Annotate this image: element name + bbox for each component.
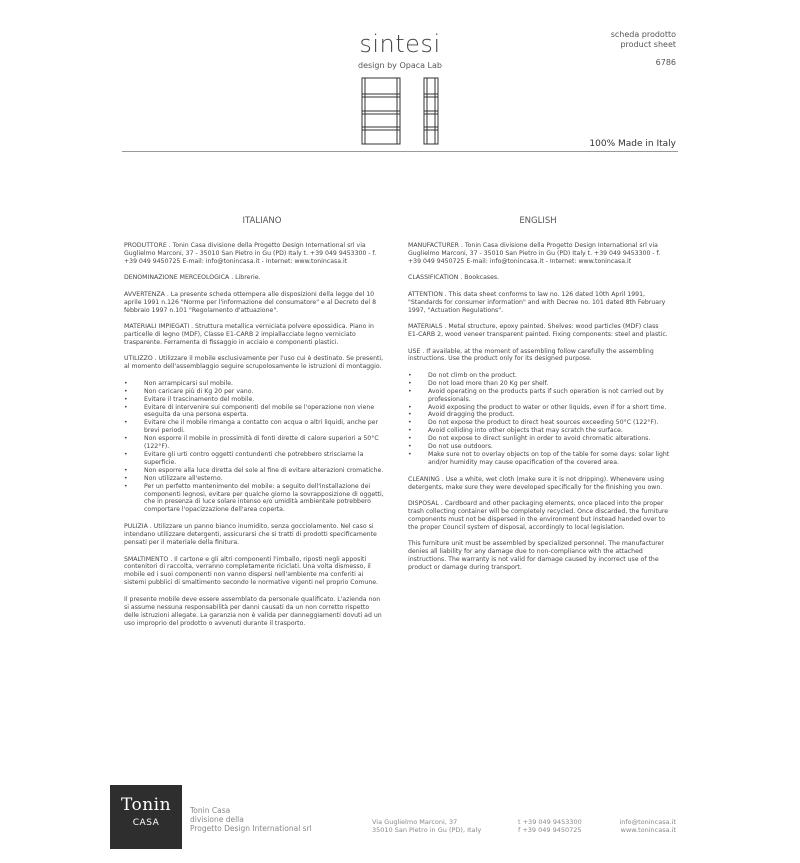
footer-company-line1: Tonin Casa xyxy=(190,806,231,815)
paragraph: This furniture unit must be assembled by specialized personnel. The manufacturer denies all liability for any damage due to non-compliance with the attached instructions. The warranty is not valid for damage caused by incorrect use of the product or damage during transport. xyxy=(408,540,664,572)
footer-address-line2: 35010 San Pietro in Gu (PD), Italy xyxy=(372,826,482,834)
designer-credit: design by Opaca Lab xyxy=(358,61,442,70)
product-code: 6786 xyxy=(655,58,676,67)
paragraph: MANUFACTURER . Tonin Casa divisione della Progetto Design International srl via Guglielmo Marconi, 37 - 35010 San Pietro in Gu (PD) Italy t. +39 049 9453300 - f. +39 049 9450725 E-mail: info@tonincasa.it - Internet: www.tonincasa.it xyxy=(408,242,661,265)
heading-english: ENGLISH xyxy=(519,216,557,226)
list-item: • Make sure not to overlay objects on top of the table for some days: solar light and/or humidity may cause opacification of the covered area. xyxy=(408,451,670,467)
list-item: • Avoid operating on the products parts if such operation is not carried out by professionals. xyxy=(408,388,670,404)
header-divider xyxy=(122,151,678,152)
english-column xyxy=(408,242,670,581)
sheet-label-en: product sheet xyxy=(620,40,676,49)
list-item: • Avoid exposing the product to water or other liquids, even if for a short time. xyxy=(408,404,670,412)
italian-column xyxy=(124,242,386,636)
paragraph: ATTENTION . This data sheet conforms to law no. 126 dated 10th April 1991, "Standards for consumer information" and with Decree no. 101 dated 8th February 1997, "Actuation Regulations". xyxy=(408,290,666,314)
list-item: • Avoid colliding into other objects that may scratch the surface. xyxy=(408,427,670,435)
tonin-casa-logo xyxy=(110,785,182,849)
paragraph: UTILIZZO . Utilizzare il mobile esclusivamente per l'uso cui è destinato. Se presenti, al momento dell'assemblaggio seguire scrupolosamente le istruzioni di montaggio. xyxy=(124,355,384,371)
list-item: • Non arrampicarsi sul mobile. xyxy=(124,380,386,388)
list-item: • Evitare gli urti contro oggetti contundenti che potrebbero strisciarne la superficie. xyxy=(124,451,386,467)
footer-phone: t +39 049 9453300 xyxy=(518,818,582,826)
footer-web xyxy=(619,818,676,834)
paragraph: USE . If available, at the moment of assembling follow carefully the assembling instructions. Use the product only for its designed purpose. xyxy=(408,347,654,363)
paragraph: CLASSIFICATION . Bookcases. xyxy=(408,274,500,282)
footer-address xyxy=(372,818,481,834)
paragraph: Il presente mobile deve essere assemblato da personale qualificato. L'azienda non si assume nessuna responsabilità per danni causati da un non corretto rispetto delle istruzioni allegate. La garanzia non è valida per danneggiamenti dovuti ad un uso improprio del prodotto o avvenuti durante il trasporto. xyxy=(124,595,382,627)
paragraph: PULIZIA . Utilizzare un panno bianco inumidito, senza gocciolamento. Nel caso si intendano utilizzare detergenti, assicurarsi che si tratti di prodotti specificamente pensati per il materiale della finitura. xyxy=(124,523,377,547)
paragraph: DENOMINAZIONE MERCEOLOGICA . Librerie. xyxy=(124,274,261,282)
made-in-italy: 100% Made in Italy xyxy=(589,139,676,149)
footer-company xyxy=(190,806,312,833)
warnings-list xyxy=(408,372,670,467)
footer-company-line2: divisione della xyxy=(190,815,244,824)
paragraph: MATERIALI IMPIEGATI . Struttura metallica verniciata polvere epossidica. Piano in particelle di legno (MDF), Classe E1-CARB 2 impiallacciate legno verniciato trasparente. Ferramenta di fissaggio in acciaio e componenti plastici. xyxy=(124,323,374,346)
paragraph: PRODUTTORE . Tonin Casa divisione della Progetto Design International srl via Guglielmo Marconi, 37 - 35010 San Pietro in Gu (PD) Italy t. +39 049 9453300 - f. +39 049 9450725 E-mail: info@tonincasa.it - Internet: www.tonincasa.it xyxy=(124,242,377,265)
paragraph: SMALTIMENTO . Il cartone e gli altri componenti l'imballo, riposti negli appositi contenitori di raccolta, verranno completamente riciclati. Una volta dismesso, il mobile ed i suoi componenti non vanno dispersi nell'ambiente ma conferiti ai sistemi pubblici di smaltimento secondo le normative vigenti nel proprio Comune. xyxy=(124,555,379,587)
footer-website: www.tonincasa.it xyxy=(620,826,676,834)
logo-brand: Tonin xyxy=(120,795,172,815)
list-item: • Do not load more than 20 Kg per shelf. xyxy=(408,380,670,388)
list-item: • Do not expose to direct sunlight in order to avoid chromatic alterations. xyxy=(408,435,670,443)
list-item: • Evitare il trascinamento del mobile. xyxy=(124,396,386,404)
list-item: • Do not use outdoors. xyxy=(408,443,670,451)
logo-sub: CASA xyxy=(132,818,160,828)
product-title: sintesi xyxy=(359,30,441,58)
list-item: • Non esporre alla luce diretta del sole al fine di evitare alterazioni cromatiche. xyxy=(124,467,386,475)
list-item: • Evitare che il mobile rimanga a contatto con acqua o altri liquidi, anche per brevi periodi. xyxy=(124,419,386,435)
paragraph: MATERIALS . Metal structure, epoxy painted. Shelves: wood particles (MDF) class E1-CARB 2, wood veneer transparent painted. Fixing components: steel and plastic. xyxy=(408,323,668,339)
product-drawing xyxy=(350,76,450,148)
list-item: • Non utilizzare all'esterno. xyxy=(124,475,386,483)
paragraph: DISPOSAL . Cardboard and other packaging elements, once placed into the proper trash collecting container will be completely recycled. Once discarded, the furniture components must not be dispersed in the environment but instead handed over to the proper Council system of disposal, accordingly to local legislation. xyxy=(408,500,669,531)
footer-address-line1: Via Guglielmo Marconi, 37 xyxy=(372,818,458,826)
list-item: • Do not climb on the product. xyxy=(408,372,670,380)
footer-company-line3: Progetto Design International srl xyxy=(190,824,312,833)
list-item: • Evitare di intervenire sui componenti del mobile se l'operazione non viene eseguita da una persona esperta. xyxy=(124,404,386,420)
list-item: • Non caricare più di Kg 20 per vano. xyxy=(124,388,386,396)
list-item: • Non esporre il mobile in prossimità di fonti dirette di calore superiori a 50°C (122°F). xyxy=(124,435,386,451)
footer-email: info@tonincasa.it xyxy=(619,818,676,826)
sheet-label-it: scheda prodotto xyxy=(610,30,676,39)
list-item: • Do not expose the product to direct heat sources exceeding 50°C (122°F). xyxy=(408,419,670,427)
paragraph: CLEANING . Use a white, wet cloth (make sure it is not dripping). Whenevere using detergents, make sure they were developed specifically for the finishing you own. xyxy=(408,475,665,491)
footer-contacts xyxy=(518,818,582,834)
warnings-list xyxy=(124,380,386,514)
list-item: • Avoid dragging the product. xyxy=(408,411,670,419)
footer-fax: f +39 049 9450725 xyxy=(518,826,582,834)
list-item: • Per un perfetto mantenimento del mobile: a seguito dell'installazione dei componenti legnosi, evitare per qualche giorno la sovrapposizione di oggetti, che in presenza di luce solare intenso e/o umidità ambientale potrebbero comportare l'opacizzazione dell'area coperta. xyxy=(124,483,386,515)
heading-italiano: ITALIANO xyxy=(242,216,282,226)
paragraph: AVVERTENZA . La presente scheda ottempera alle disposizioni della legge del 10 aprile 1991 n.126 "Norme per l'informazione del consumatore" e al Decreto del 8 febbraio 1997 n.101 "Regolamento d'attuazione". xyxy=(124,290,377,314)
